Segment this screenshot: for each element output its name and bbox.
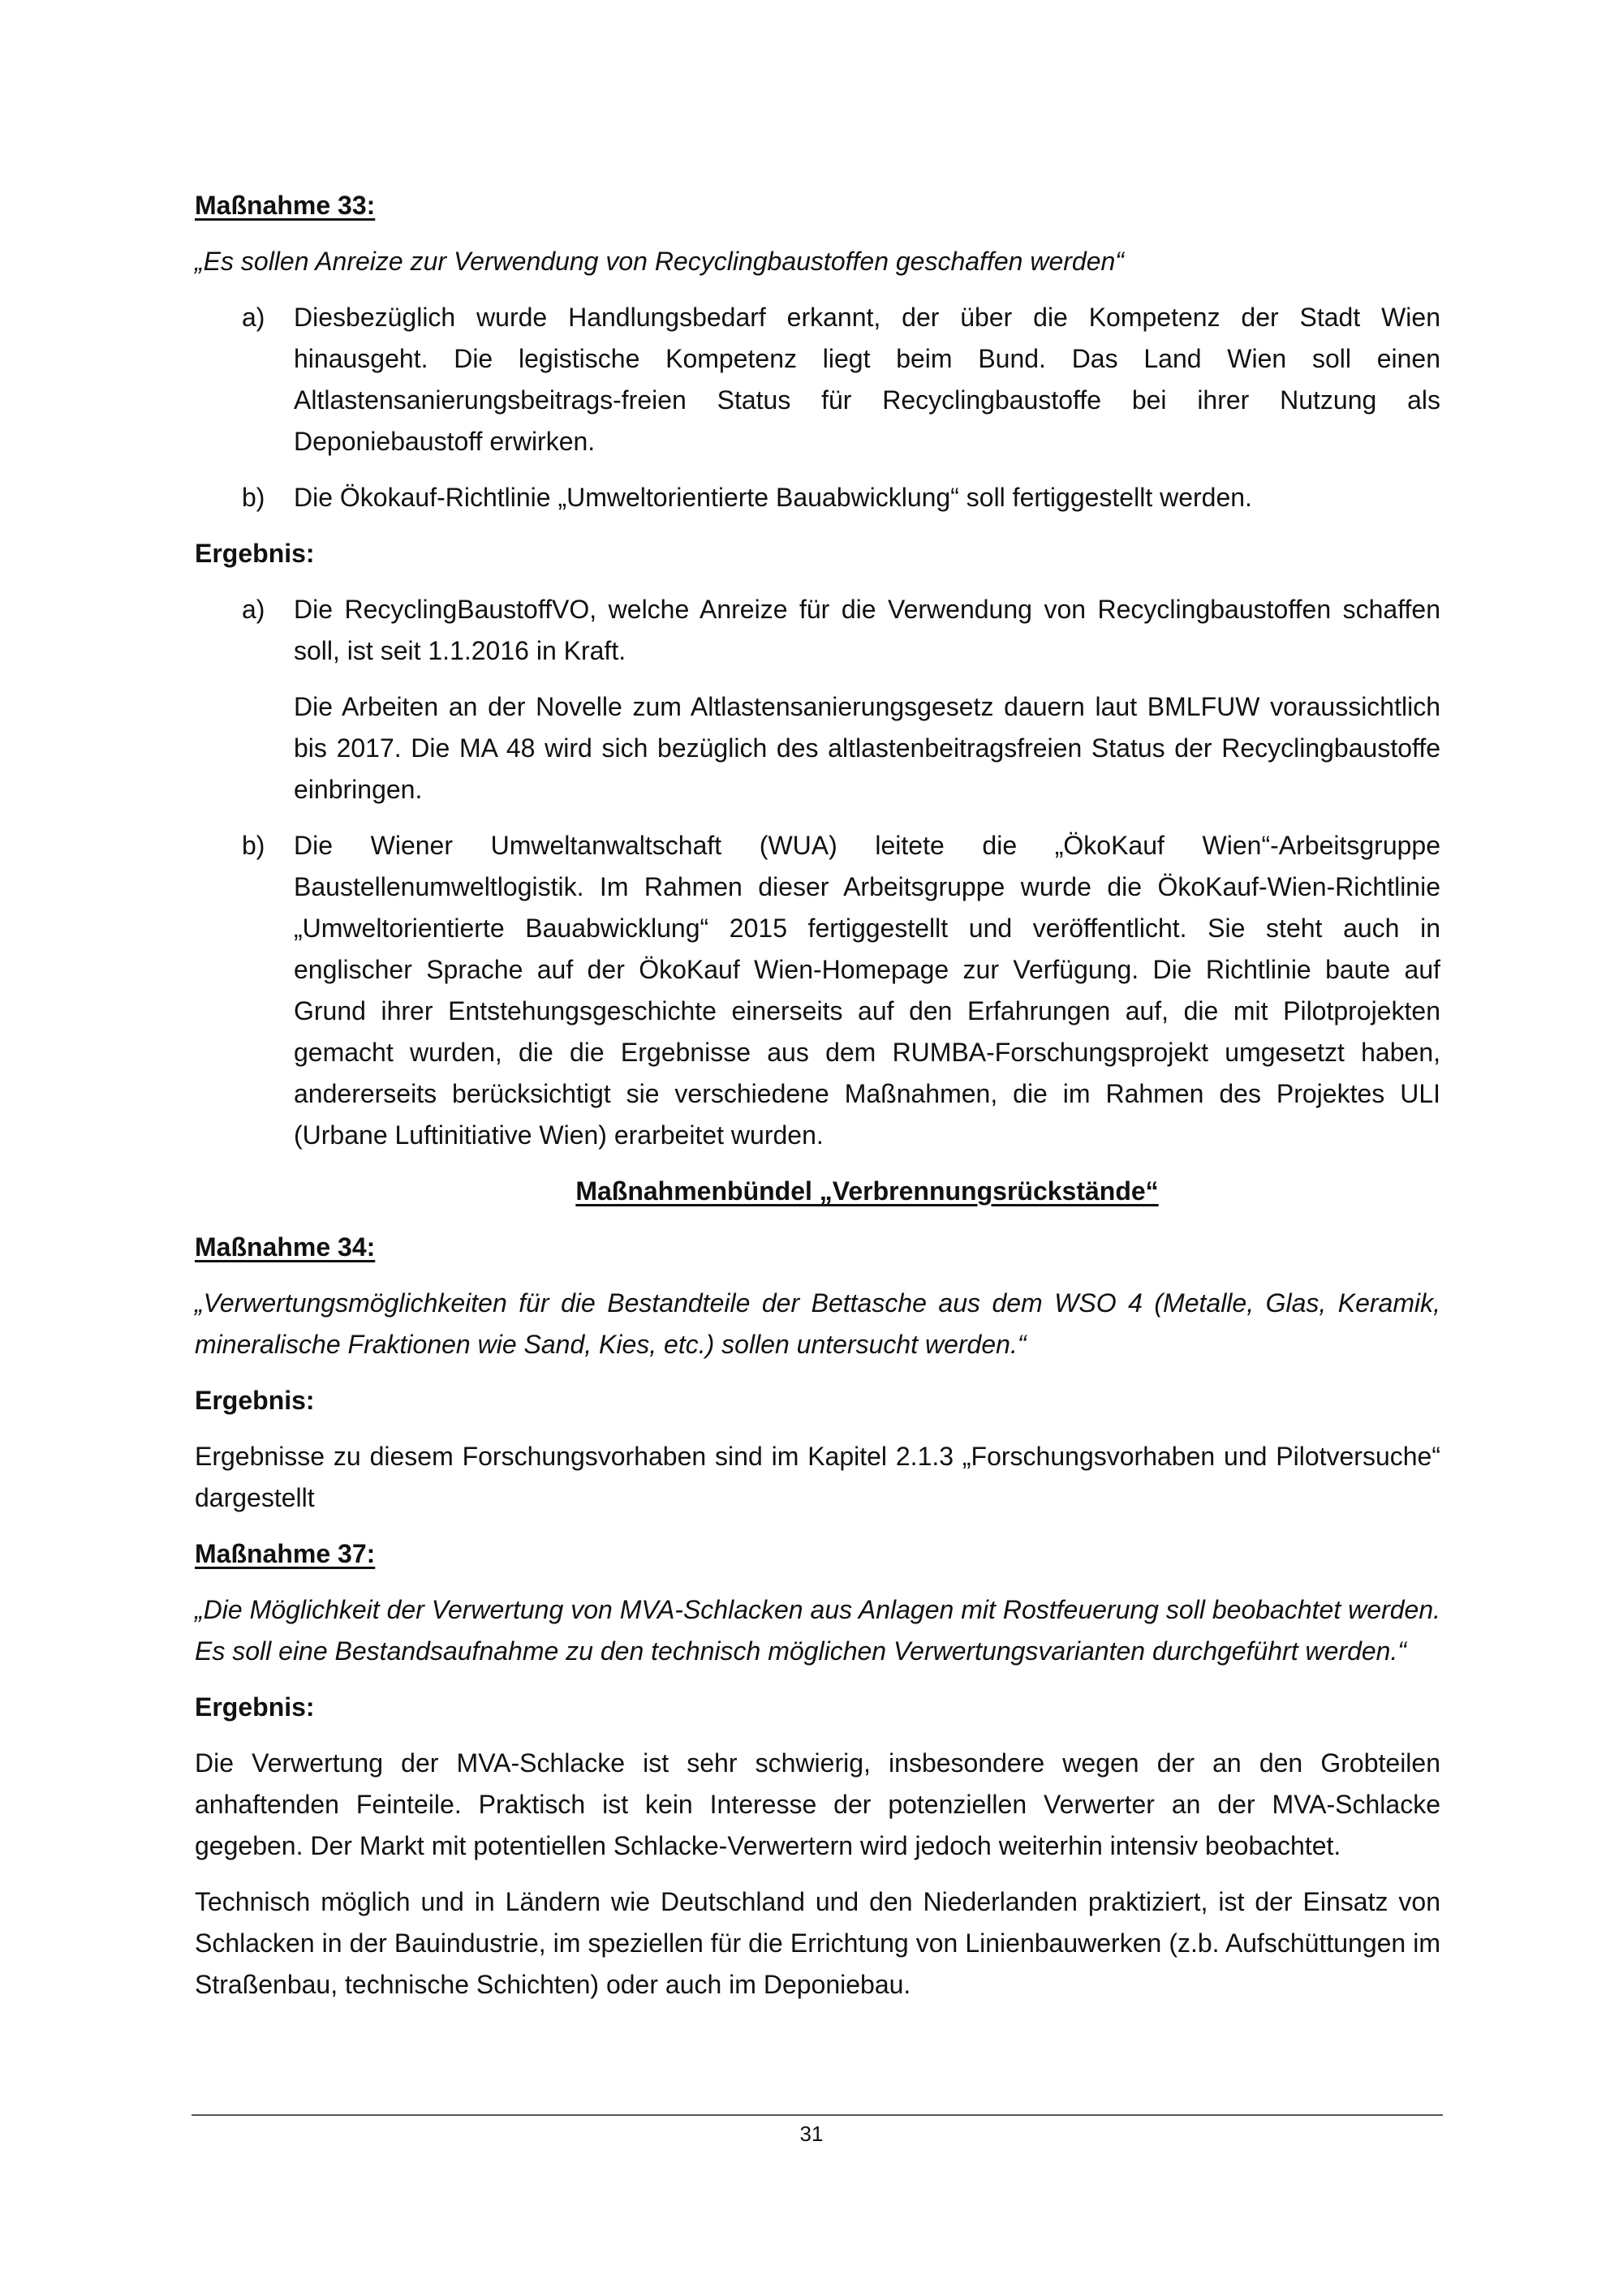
list-item-text bbox=[294, 589, 1440, 810]
quote-massnahme-33: „Es sollen Anreize zur Verwendung von Recyclingbaustoffen geschaffen werden“ bbox=[195, 247, 1124, 276]
list-item-text bbox=[294, 825, 1440, 1156]
footer-divider bbox=[192, 2114, 1443, 2116]
quote-massnahme-37: „Die Möglichkeit der Verwertung von MVA-Schlacken aus Anlagen mit Rostfeuerung soll beobachtet werden. Es soll eine Bestandsaufnahme zu den technisch möglichen Verwertungsvarianten durchgeführt werden.“ bbox=[195, 1595, 1440, 1666]
paragraph: Die Verwertung der MVA-Schlacke ist sehr schwierig, insbesondere wegen der an den Grobteilen anhaftenden Feinteile. Praktisch ist kein Interesse der potenziellen Verwerter an der MVA-Schlacke gegeben. Der Markt mit potentiellen Schlacke-Verwertern wird jedoch weiterhin intensiv beobachtet. bbox=[195, 1748, 1440, 1860]
bundle-heading: Maßnahmenbündel „Verbrennungsrückstände“ bbox=[575, 1176, 1159, 1206]
list-item bbox=[195, 589, 1440, 810]
page-number: 31 bbox=[799, 2122, 824, 2146]
paragraph: Die Wiener Umweltanwaltschaft (WUA) leitete die „ÖkoKauf Wien“-Arbeitsgruppe Baustellenumweltlogistik. Im Rahmen dieser Arbeitsgruppe wurde die ÖkoKauf-Wien-Richtlinie „Umweltorientierte Bauabwicklung“ 2015 fertiggestellt und veröffentlicht. Sie steht auch in englischer Sprache auf der ÖkoKauf Wien-Homepage zur Verfügung. Die Richtlinie baute auf Grund ihrer Entstehungsgeschichte einerseits auf den Erfahrungen auf, die mit Pilotprojekten gemacht wurden, die die Ergebnisse aus dem RUMBA-Forschungsprojekt umgesetzt haben, andererseits berücksichtigt sie verschiedene Maßnahmen, die im Rahmen des Projektes ULI (Urbane Luftinitiative Wien) erarbeitet wurden. bbox=[294, 831, 1440, 1150]
paragraph: Technisch möglich und in Ländern wie Deutschland und den Niederlanden praktiziert, ist der Einsatz von Schlacken in der Bauindustrie, im speziellen für die Errichtung von Linienbauwerken (z.b. Aufschüttungen im Straßenbau, technische Schichten) oder auch im Deponiebau. bbox=[195, 1887, 1440, 1999]
result-label-34: Ergebnis: bbox=[195, 1386, 315, 1415]
list-item bbox=[195, 825, 1440, 1156]
list-item bbox=[195, 297, 1440, 462]
result-label-33: Ergebnis: bbox=[195, 539, 315, 568]
heading-massnahme-37: Maßnahme 37: bbox=[195, 1539, 376, 1568]
page-content bbox=[195, 185, 1440, 2020]
list-marker: b) bbox=[242, 831, 265, 860]
list-marker: b) bbox=[242, 483, 265, 512]
list-marker: a) bbox=[242, 303, 265, 332]
list-item bbox=[195, 477, 1440, 518]
paragraph: Ergebnisse zu diesem Forschungsvorhaben sind im Kapitel 2.1.3 „Forschungsvorhaben und Pilotversuche“ dargestellt bbox=[195, 1442, 1440, 1512]
heading-massnahme-33: Maßnahme 33: bbox=[195, 191, 376, 220]
result-label-37: Ergebnis: bbox=[195, 1692, 315, 1722]
quote-massnahme-34: „Verwertungsmöglichkeiten für die Bestandteile der Bettasche aus dem WSO 4 (Metalle, Glas, Keramik, mineralische Fraktionen wie Sand, Kies, etc.) sollen untersucht werden.“ bbox=[195, 1288, 1440, 1359]
list-marker: a) bbox=[242, 595, 265, 624]
list-item-text: Die Ökokauf-Richtlinie „Umweltorientierte Bauabwicklung“ soll fertiggestellt werden. bbox=[294, 483, 1252, 512]
list-item-text: Diesbezüglich wurde Handlungsbedarf erkannt, der über die Kompetenz der Stadt Wien hinausgeht. Die legistische Kompetenz liegt beim Bund. Das Land Wien soll einen Altlastensanierungsbeitrags-freien Status für Recyclingbaustoffe bei ihrer Nutzung als Deponiebaustoff erwirken. bbox=[294, 303, 1440, 456]
paragraph: Die Arbeiten an der Novelle zum Altlastensanierungsgesetz dauern laut BMLFUW voraussichtlich bis 2017. Die MA 48 wird sich bezüglich des altlastenbeitragsfreien Status der Recyclingbaustoffe einbringen. bbox=[294, 692, 1440, 804]
paragraph: Die RecyclingBaustoffVO, welche Anreize für die Verwendung von Recyclingbaustoffen schaffen soll, ist seit 1.1.2016 in Kraft. bbox=[294, 595, 1440, 665]
heading-massnahme-34: Maßnahme 34: bbox=[195, 1232, 376, 1262]
